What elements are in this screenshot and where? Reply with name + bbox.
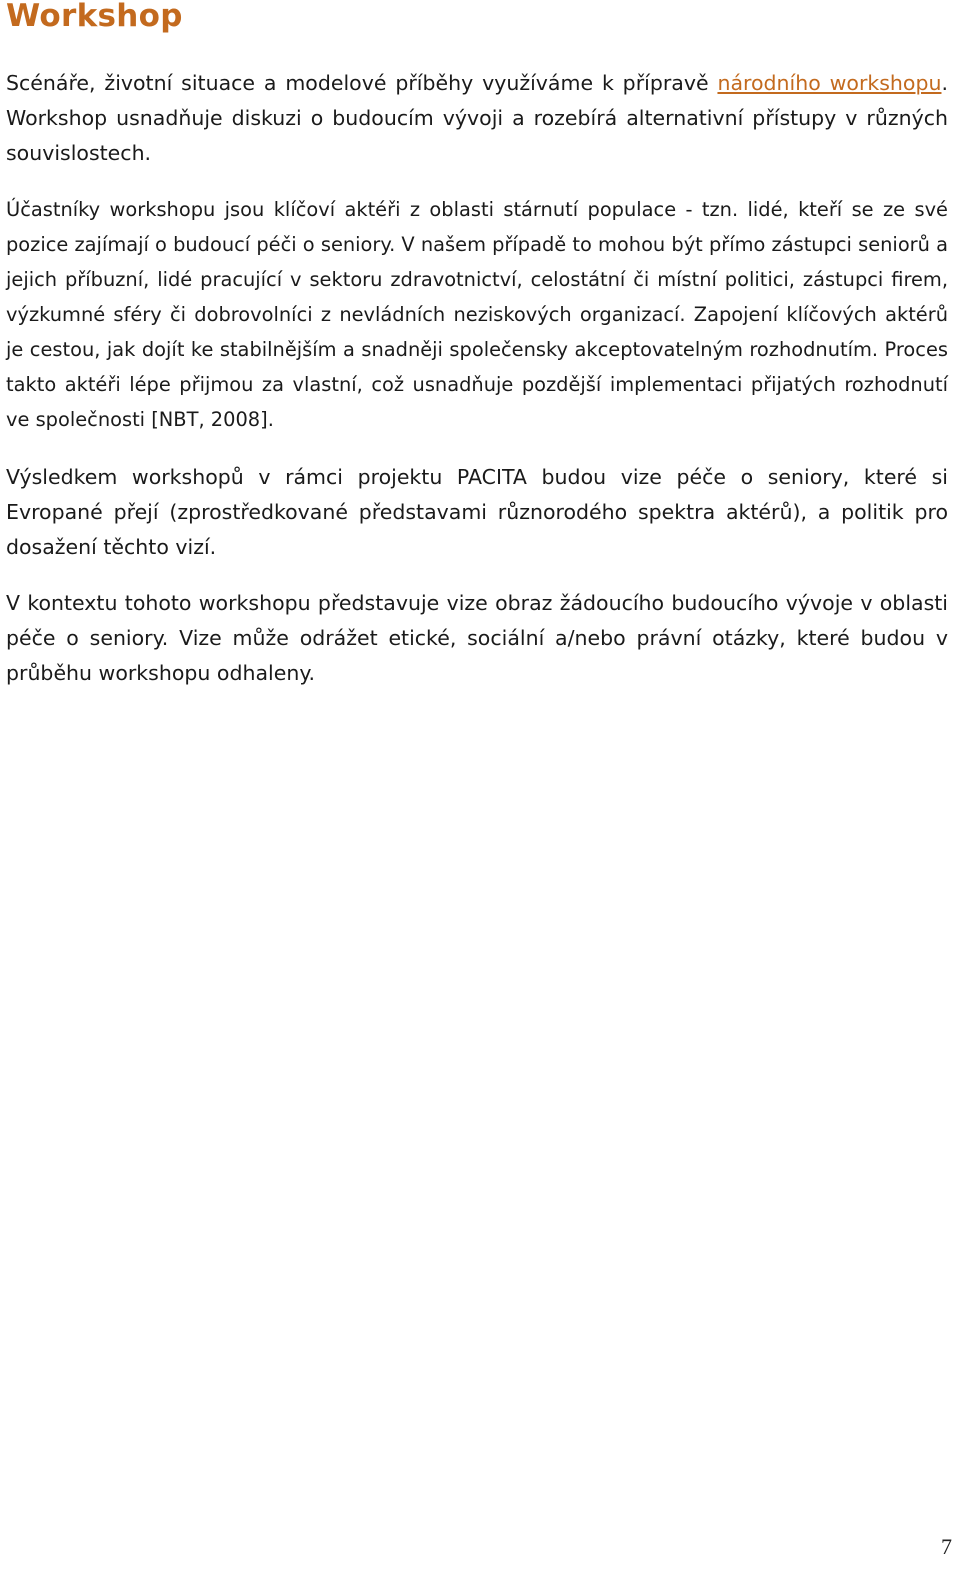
paragraph-vision: V kontextu tohoto workshopu představuje vize obraz žádoucího budoucího vývoje v oblasti péče o seniory. Vize může odrážet etické, sociální a/nebo právní otázky, které budou v průběhu workshopu odhaleny.	[6, 591, 948, 685]
body-text	[6, 66, 948, 712]
paragraph-participants: Účastníky workshopu jsou klíčoví aktéři z oblasti stárnutí populace - tzn. lidé, kteří se ze své pozice zajímají o budoucí péči o seniory. V našem případě to mohou být přímo zástupci seniorů a jejich příbuzní, lidé pracující v sektoru zdravotnictví, celostátní či místní politici, zástupci firem, výzkumné sféry či dobrovolníci z nevládních neziskových organizací. Zapojení klíčových aktérů je cestou, jak dojít ke stabilnějším a snadněji společensky akceptovatelným rozhodnutím. Proces takto aktéři lépe přijmou za vlastní, což usnadňuje pozdější implementaci přijatých rozhodnutí ve společnosti [NBT, 2008].	[6, 198, 948, 431]
paragraph-intro-continuation: . Workshop usnadňuje diskuzi o budoucím vývoji a rozebírá alternativní přístupy v různých souvislostech.	[6, 71, 948, 165]
national-workshop-link[interactable]: národního workshopu	[717, 71, 942, 95]
paragraph-intro-text: Scénáře, životní situace a modelové příběhy využíváme k přípravě	[6, 71, 718, 95]
paragraph-intro	[6, 66, 948, 171]
paragraph-results: Výsledkem workshopů v rámci projektu PACITA budou vize péče o seniory, které si Evropané přejí (zprostředkované představami různorodého spektra aktérů), a politik pro dosažení těchto vizí.	[6, 465, 948, 559]
section-heading: Workshop	[6, 0, 183, 34]
page-number: 7	[941, 1534, 952, 1559]
